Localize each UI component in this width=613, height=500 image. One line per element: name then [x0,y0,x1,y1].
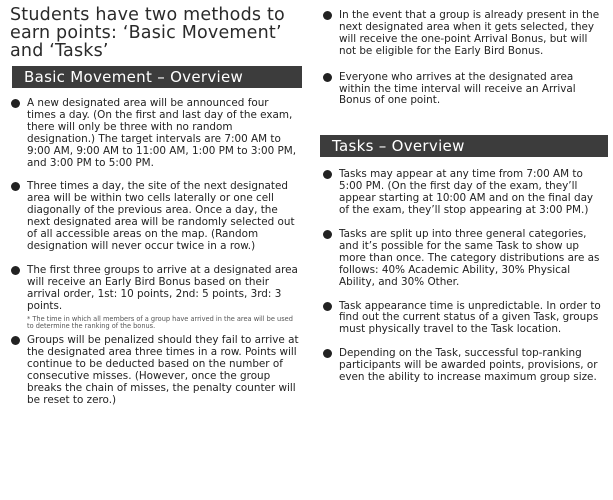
list-item [8,265,300,331]
basic-movement-list [8,98,300,407]
left-column [8,0,300,407]
list-item [320,10,605,58]
right-column [320,0,605,384]
basic-movement-list-continued [320,10,605,107]
list-item [320,301,605,337]
bullet-icon [11,266,20,275]
list-item [8,98,300,169]
list-item-text: In the event that a group is already present in the next designated area when it gets selected, they will receive the one-point Arrival Bonus, but will not be eligible for the Early Bird Bonus. [339,9,600,57]
list-item-text: Three times a day, the site of the next designated area will be within two cells laterally or one cell diagonally of the previous area. Once a day, the next designated area will be randomly selected out of all accessible areas on the map. (Random designation will never occur twice in a row.) [27,180,295,252]
bullet-icon [323,170,332,179]
tasks-header: Tasks – Overview [320,135,608,157]
bullet-icon [323,230,332,239]
list-item-text: Everyone who arrives at the designated area within the time interval will receive an Arrival Bonus of one point. [339,70,576,107]
list-item-text: Tasks may appear at any time from 7:00 AM to 5:00 PM. (On the first day of the exam, they’ll appear starting at 10:00 AM and on the final day of the exam, they’ll stop appearing at 3:00 PM.) [339,168,594,217]
list-item-text: Tasks are split up into three general categories, and it’s possible for the same Task to show up more than once. The category distributions are as follows: 40% Academic Ability, 30% Physical Ability, and 30% Other. [339,227,600,288]
list-item [320,229,605,289]
tasks-list [320,169,605,384]
basic-movement-header: Basic Movement – Overview [12,66,302,88]
list-item-text: The first three groups to arrive at a designated area will receive an Early Bird Bonus based on their arrival order, 1st: 10 points, 2nd: 5 points, 3rd: 3 points. [27,263,298,312]
list-item [8,181,300,252]
bullet-icon [11,99,20,108]
bullet-icon [323,349,332,358]
page-title: Students have two methods to earn points: ‘Basic Movement’ and ‘Tasks’ [10,5,285,61]
list-item [320,169,605,217]
bullet-icon [323,73,332,82]
bullet-icon [11,182,20,191]
footnote: * The time in which all members of a group have arrived in the area will be used to determine the ranking of the bonus. [27,314,293,331]
list-item-text: Depending on the Task, successful top-ranking participants will be awarded points, provisions, or even the ability to increase maximum group size. [339,347,598,384]
bullet-icon [323,302,332,311]
bullet-icon [11,336,20,345]
list-item [320,348,605,384]
list-item [320,72,605,108]
list-item [8,335,300,406]
bullet-icon [323,11,332,20]
list-item-text: A new designated area will be announced four times a day. (On the first and last day of the exam, there will only be three with no random designation.) The target intervals are 7:00 AM to 9:00 AM, 9:00 AM to 11:00 AM, 1:00 PM to 3:00 PM, and 3:00 PM to 5:00 PM. [27,97,297,169]
list-item-text: Groups will be penalized should they fail to arrive at the designated area three times in a row. Points will continue to be deducted based on the number of consecutive misses. (However, once the group breaks the chain of misses, the penalty counter will be reset to zero.) [27,334,299,406]
list-item-text: Task appearance time is unpredictable. In order to find out the current status of a given Task, groups must physically travel to the Task location. [339,299,601,336]
